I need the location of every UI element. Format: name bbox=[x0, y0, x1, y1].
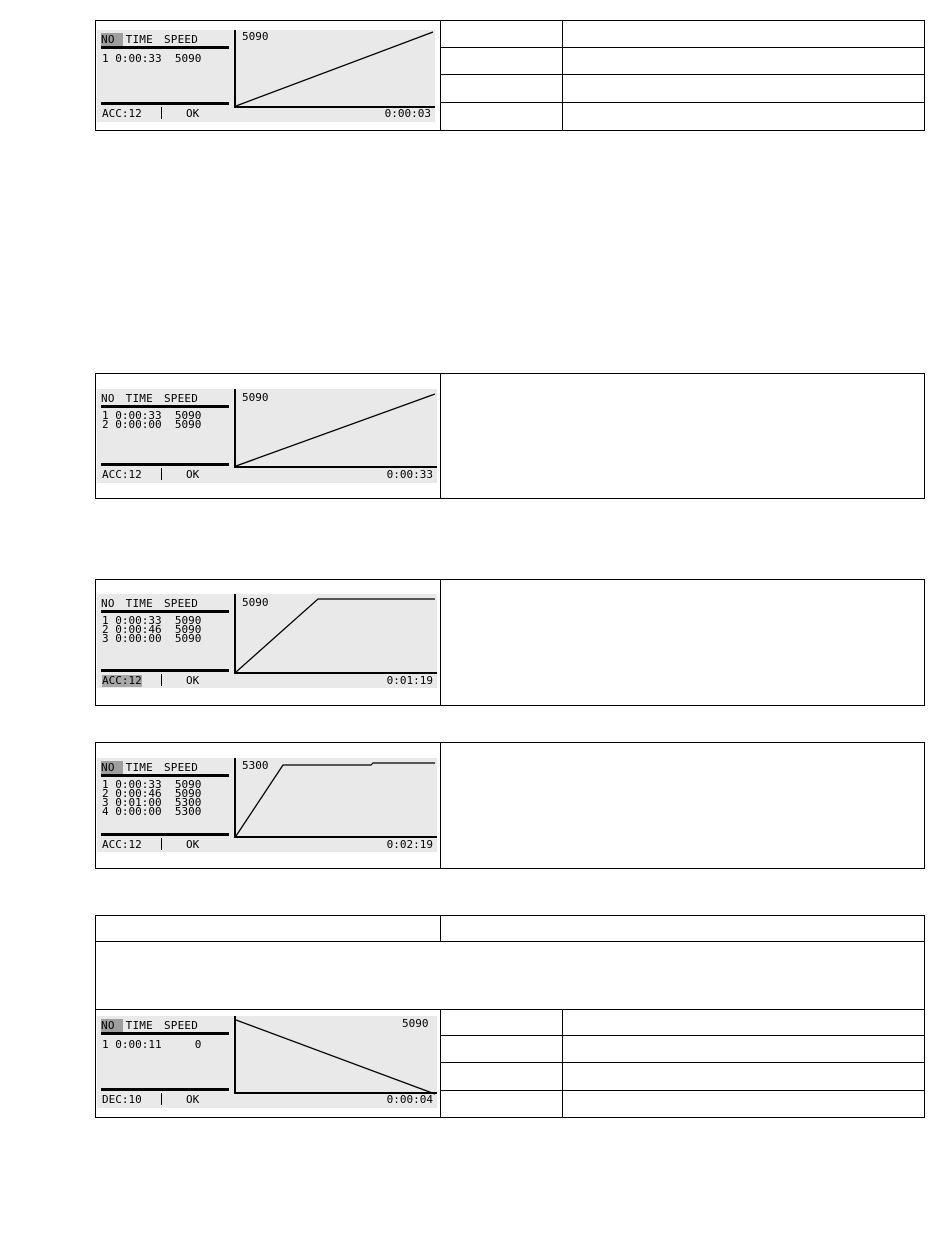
lcd-mode: ACC:12 bbox=[102, 107, 142, 120]
lcd-speed-label: 5300 bbox=[242, 759, 269, 772]
lcd-mode: ACC:12 bbox=[102, 468, 142, 481]
lcd-elapsed-time: 0:00:03 bbox=[384, 107, 431, 120]
lcd-header: NO TIME SPEED bbox=[101, 761, 231, 774]
lcd-elapsed-time: 0:00:33 bbox=[386, 468, 433, 481]
lcd-mode: DEC:10 bbox=[102, 1093, 142, 1106]
lcd-speed-label: 5090 bbox=[242, 596, 269, 609]
lcd-screen-2 bbox=[97, 389, 437, 483]
info-grid-5 bbox=[440, 1009, 925, 1118]
lcd-speed-label: 5090 bbox=[402, 1017, 429, 1030]
speed-profile-line bbox=[97, 758, 437, 852]
speed-profile-line bbox=[97, 30, 435, 122]
lcd-rows: 1 0:00:33 5090 2 0:00:00 5090 bbox=[102, 409, 202, 431]
lcd-header: NO TIME SPEED bbox=[101, 1019, 231, 1032]
lcd-ok: OK bbox=[186, 1093, 200, 1106]
lcd-ok: OK bbox=[186, 468, 200, 481]
lcd-speed-label: 5090 bbox=[242, 391, 269, 404]
lcd-elapsed-time: 0:02:19 bbox=[386, 838, 433, 851]
lcd-screen-5 bbox=[97, 1016, 437, 1108]
lcd-screen-4 bbox=[97, 758, 437, 852]
lcd-mode: ACC:12 bbox=[102, 674, 142, 687]
lcd-header: NO TIME SPEED bbox=[101, 392, 199, 405]
lcd-rows: 1 0:00:33 5090 2 0:00:46 5090 3 0:00:00 5090 bbox=[102, 614, 202, 645]
lcd-header: NO TIME SPEED bbox=[101, 597, 199, 610]
lcd-ok: OK bbox=[186, 838, 200, 851]
lcd-elapsed-time: 0:00:04 bbox=[386, 1093, 433, 1106]
lcd-ok: OK bbox=[186, 674, 200, 687]
lcd-screen-1 bbox=[97, 30, 435, 122]
lcd-mode: ACC:12 bbox=[102, 838, 142, 851]
lcd-header: NO TIME SPEED bbox=[101, 33, 231, 46]
lcd-rows: 1 0:00:33 5090 2 0:00:46 5090 3 0:01:00 5300 4 0:00:00 5300 bbox=[102, 778, 202, 818]
lcd-rows: 1 0:00:11 0 bbox=[102, 1038, 202, 1051]
lcd-ok: OK bbox=[186, 107, 200, 120]
lcd-screen-3 bbox=[97, 594, 437, 688]
lcd-speed-label: 5090 bbox=[242, 30, 269, 43]
lcd-elapsed-time: 0:01:19 bbox=[386, 674, 433, 687]
info-grid-1 bbox=[440, 20, 925, 131]
speed-profile-line bbox=[97, 389, 437, 483]
speed-profile-line bbox=[97, 1016, 437, 1108]
speed-profile-line bbox=[97, 594, 437, 688]
lcd-rows: 1 0:00:33 5090 bbox=[102, 52, 202, 65]
